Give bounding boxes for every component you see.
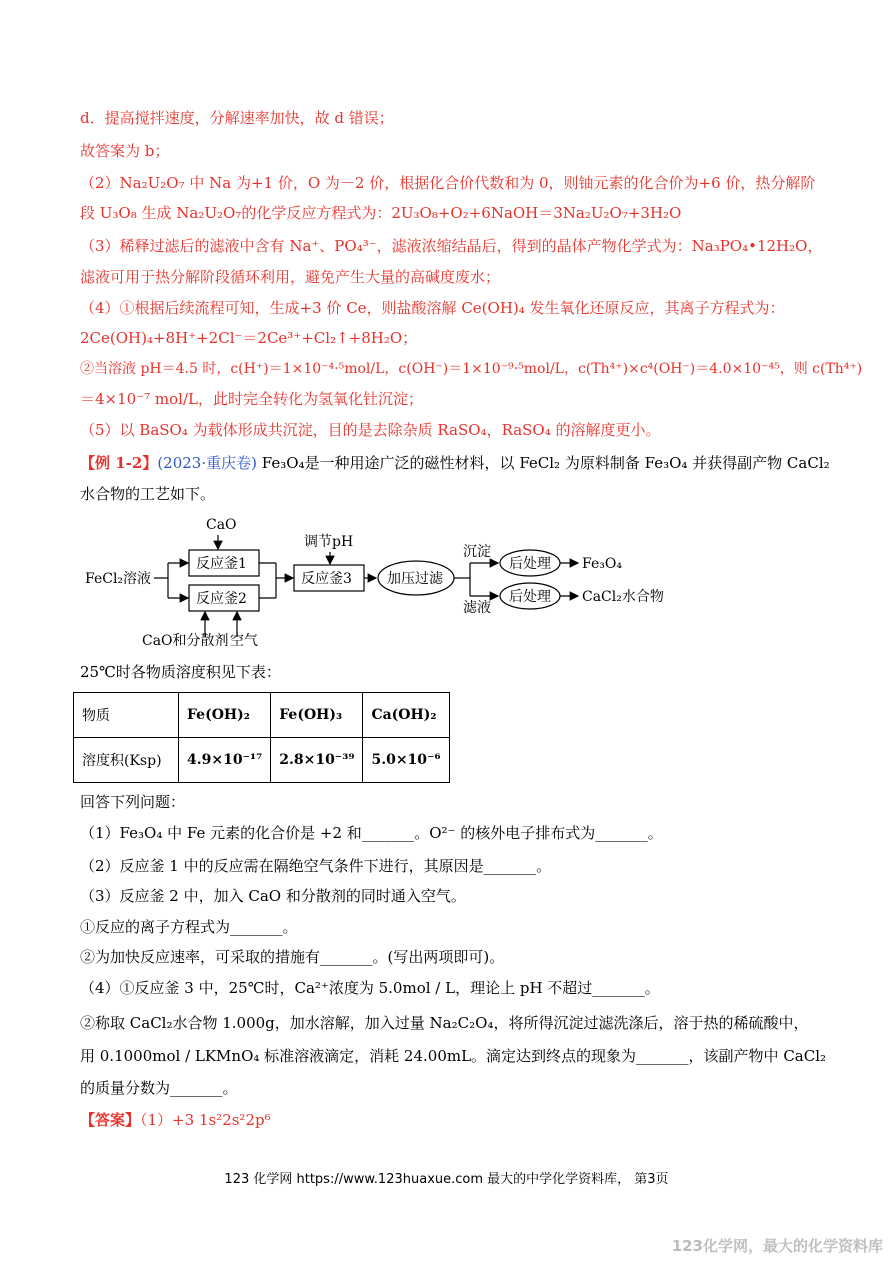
solution-p5: （5）以 BaSO₄ 为载体形成共沉淀，目的是去除杂质 RaSO₄，RaSO₄ 的溶解度更小。	[80, 421, 661, 439]
answer-line	[80, 1110, 271, 1130]
solution-p3-b: 滤液可用于热分解阶段循环利用，避免产生大量的高碱度废水；	[80, 268, 501, 286]
label-reactor-1: 反应釜1	[196, 556, 247, 572]
example-source: (2023·重庆卷)	[157, 454, 257, 472]
questions-intro: 回答下列问题：	[80, 793, 186, 811]
solution-answer-b: 故答案为 b；	[80, 142, 170, 160]
watermark: 123化学网，最大的化学资料库	[671, 1237, 883, 1255]
answer-tag: 【答案】	[80, 1111, 141, 1129]
table-header: Fe(OH)₃	[271, 693, 363, 738]
label-chendian: 沉淀	[463, 544, 491, 560]
solution-p2-b: 段 U₃O₈ 生成 Na₂U₂O₇的化学反应方程式为：2U₃O₈+O₂+6NaOH＝3Na₂U₂O₇+3H₂O	[80, 204, 682, 222]
label-cao: CaO	[206, 517, 237, 533]
answer-text: （1）+3 1s²2s²2p⁶	[140, 1111, 271, 1129]
label-cacl2: CaCl₂水合物	[582, 589, 664, 605]
table-header: Fe(OH)₂	[179, 693, 271, 738]
solution-p2-a: （2）Na₂U₂O₇ 中 Na 为+1 价，O 为－2 价，根据化合价代数和为 0，则铀元素的化合价为+6 价，热分解阶	[80, 174, 816, 192]
question-2: （2）反应釜 1 中的反应需在隔绝空气条件下进行，其原因是_______。	[80, 857, 552, 875]
table-header: Ca(OH)₂	[363, 693, 449, 738]
label-reactor-2: 反应釜2	[196, 591, 247, 607]
table-row-label: 溶度积(Ksp)	[74, 738, 179, 783]
label-tiaojie: 调节pH	[304, 534, 354, 550]
table-header: 物质	[74, 693, 179, 738]
question-3-2: ②为加快反应速率，可采取的措施有_______。(写出两项即可)。	[80, 948, 505, 966]
example-intro-b: 水合物的工艺如下。	[80, 485, 216, 503]
example-tag: 【例 1-2】	[80, 454, 158, 472]
label-reactor-3: 反应釜3	[301, 571, 352, 587]
ksp-table	[73, 692, 450, 783]
label-fe3o4: Fe₃O₄	[582, 556, 622, 572]
table-header-row	[74, 693, 450, 738]
question-4: （4）①反应釜 3 中，25℃时，Ca²⁺浓度为 5.0mol / L，理论上 pH 不超过_______。	[80, 979, 660, 997]
label-lvye: 滤液	[463, 600, 491, 616]
solution-p4-c: ②当溶液 pH＝4.5 时，c(H⁺)＝1×10⁻⁴·⁵mol/L，c(OH⁻)＝1×10⁻⁹·⁵mol/L，c(Th⁴⁺)×c⁴(OH⁻)＝4.0×10⁻⁴⁵，则 c(Th⁴⁺)	[80, 361, 863, 377]
question-3-1: ①反应的离子方程式为_______。	[80, 918, 298, 936]
table-cell: 5.0×10⁻⁶	[363, 738, 449, 783]
table-row	[74, 738, 450, 783]
example-intro-text: Fe₃O₄是一种用途广泛的磁性材料，以 FeCl₂ 为原料制备 Fe₃O₄ 并获得副产物 CaCl₂	[261, 454, 830, 472]
question-4-2a: ②称取 CaCl₂水合物 1.000g，加水溶解，加入过量 Na₂C₂O₄，将所得沉淀过滤洗涤后，溶于热的稀硫酸中，	[80, 1014, 809, 1032]
label-post-1: 后处理	[509, 556, 551, 572]
process-flow-diagram	[80, 512, 680, 652]
example-intro	[80, 453, 830, 473]
solution-line-d: d．提高搅拌速度，分解速率加快，故 d 错误；	[80, 109, 394, 127]
label-feicl2: FeCl₂溶液	[85, 571, 152, 587]
solution-p4-d: ＝4×10⁻⁷ mol/L，此时完全转化为氢氧化钍沉淀；	[80, 390, 423, 408]
solution-p4-b: 2Ce(OH)₄+8H⁺+2Cl⁻＝2Ce³⁺+Cl₂↑+8H₂O；	[80, 329, 418, 347]
solution-p3-a: （3）稀释过滤后的滤液中含有 Na⁺、PO₄³⁻，滤液浓缩结晶后，得到的晶体产物化学式为：Na₃PO₄•12H₂O，	[80, 237, 823, 255]
table-cell: 4.9×10⁻¹⁷	[179, 738, 271, 783]
label-post-2: 后处理	[509, 589, 551, 605]
label-air: 空气	[230, 633, 258, 649]
question-3: （3）反应釜 2 中，加入 CaO 和分散剂的同时通入空气。	[80, 887, 466, 905]
label-filter: 加压过滤	[387, 571, 443, 587]
table-caption: 25℃时各物质溶度积见下表：	[80, 663, 281, 681]
solution-p4-a: （4）①根据后续流程可知，生成+3 价 Ce，则盐酸溶解 Ce(OH)₄ 发生氧化还原反应，其离子方程式为：	[80, 299, 785, 317]
page-footer: 123 化学网 https://www.123huaxue.com 最大的中学化学资料库， 第3页	[224, 1172, 669, 1187]
question-4-2b: 用 0.1000mol / LKMnO₄ 标准溶液滴定，消耗 24.00mL。滴定达到终点的现象为_______，该副产物中 CaCl₂	[80, 1047, 827, 1065]
question-4-2c: 的质量分数为_______。	[80, 1079, 238, 1097]
question-1: （1）Fe₃O₄ 中 Fe 元素的化合价是 +2 和_______。O²⁻ 的核外电子排布式为_______。	[80, 824, 663, 842]
table-cell: 2.8×10⁻³⁹	[271, 738, 363, 783]
label-cao-disp: CaO和分散剂	[142, 633, 229, 649]
